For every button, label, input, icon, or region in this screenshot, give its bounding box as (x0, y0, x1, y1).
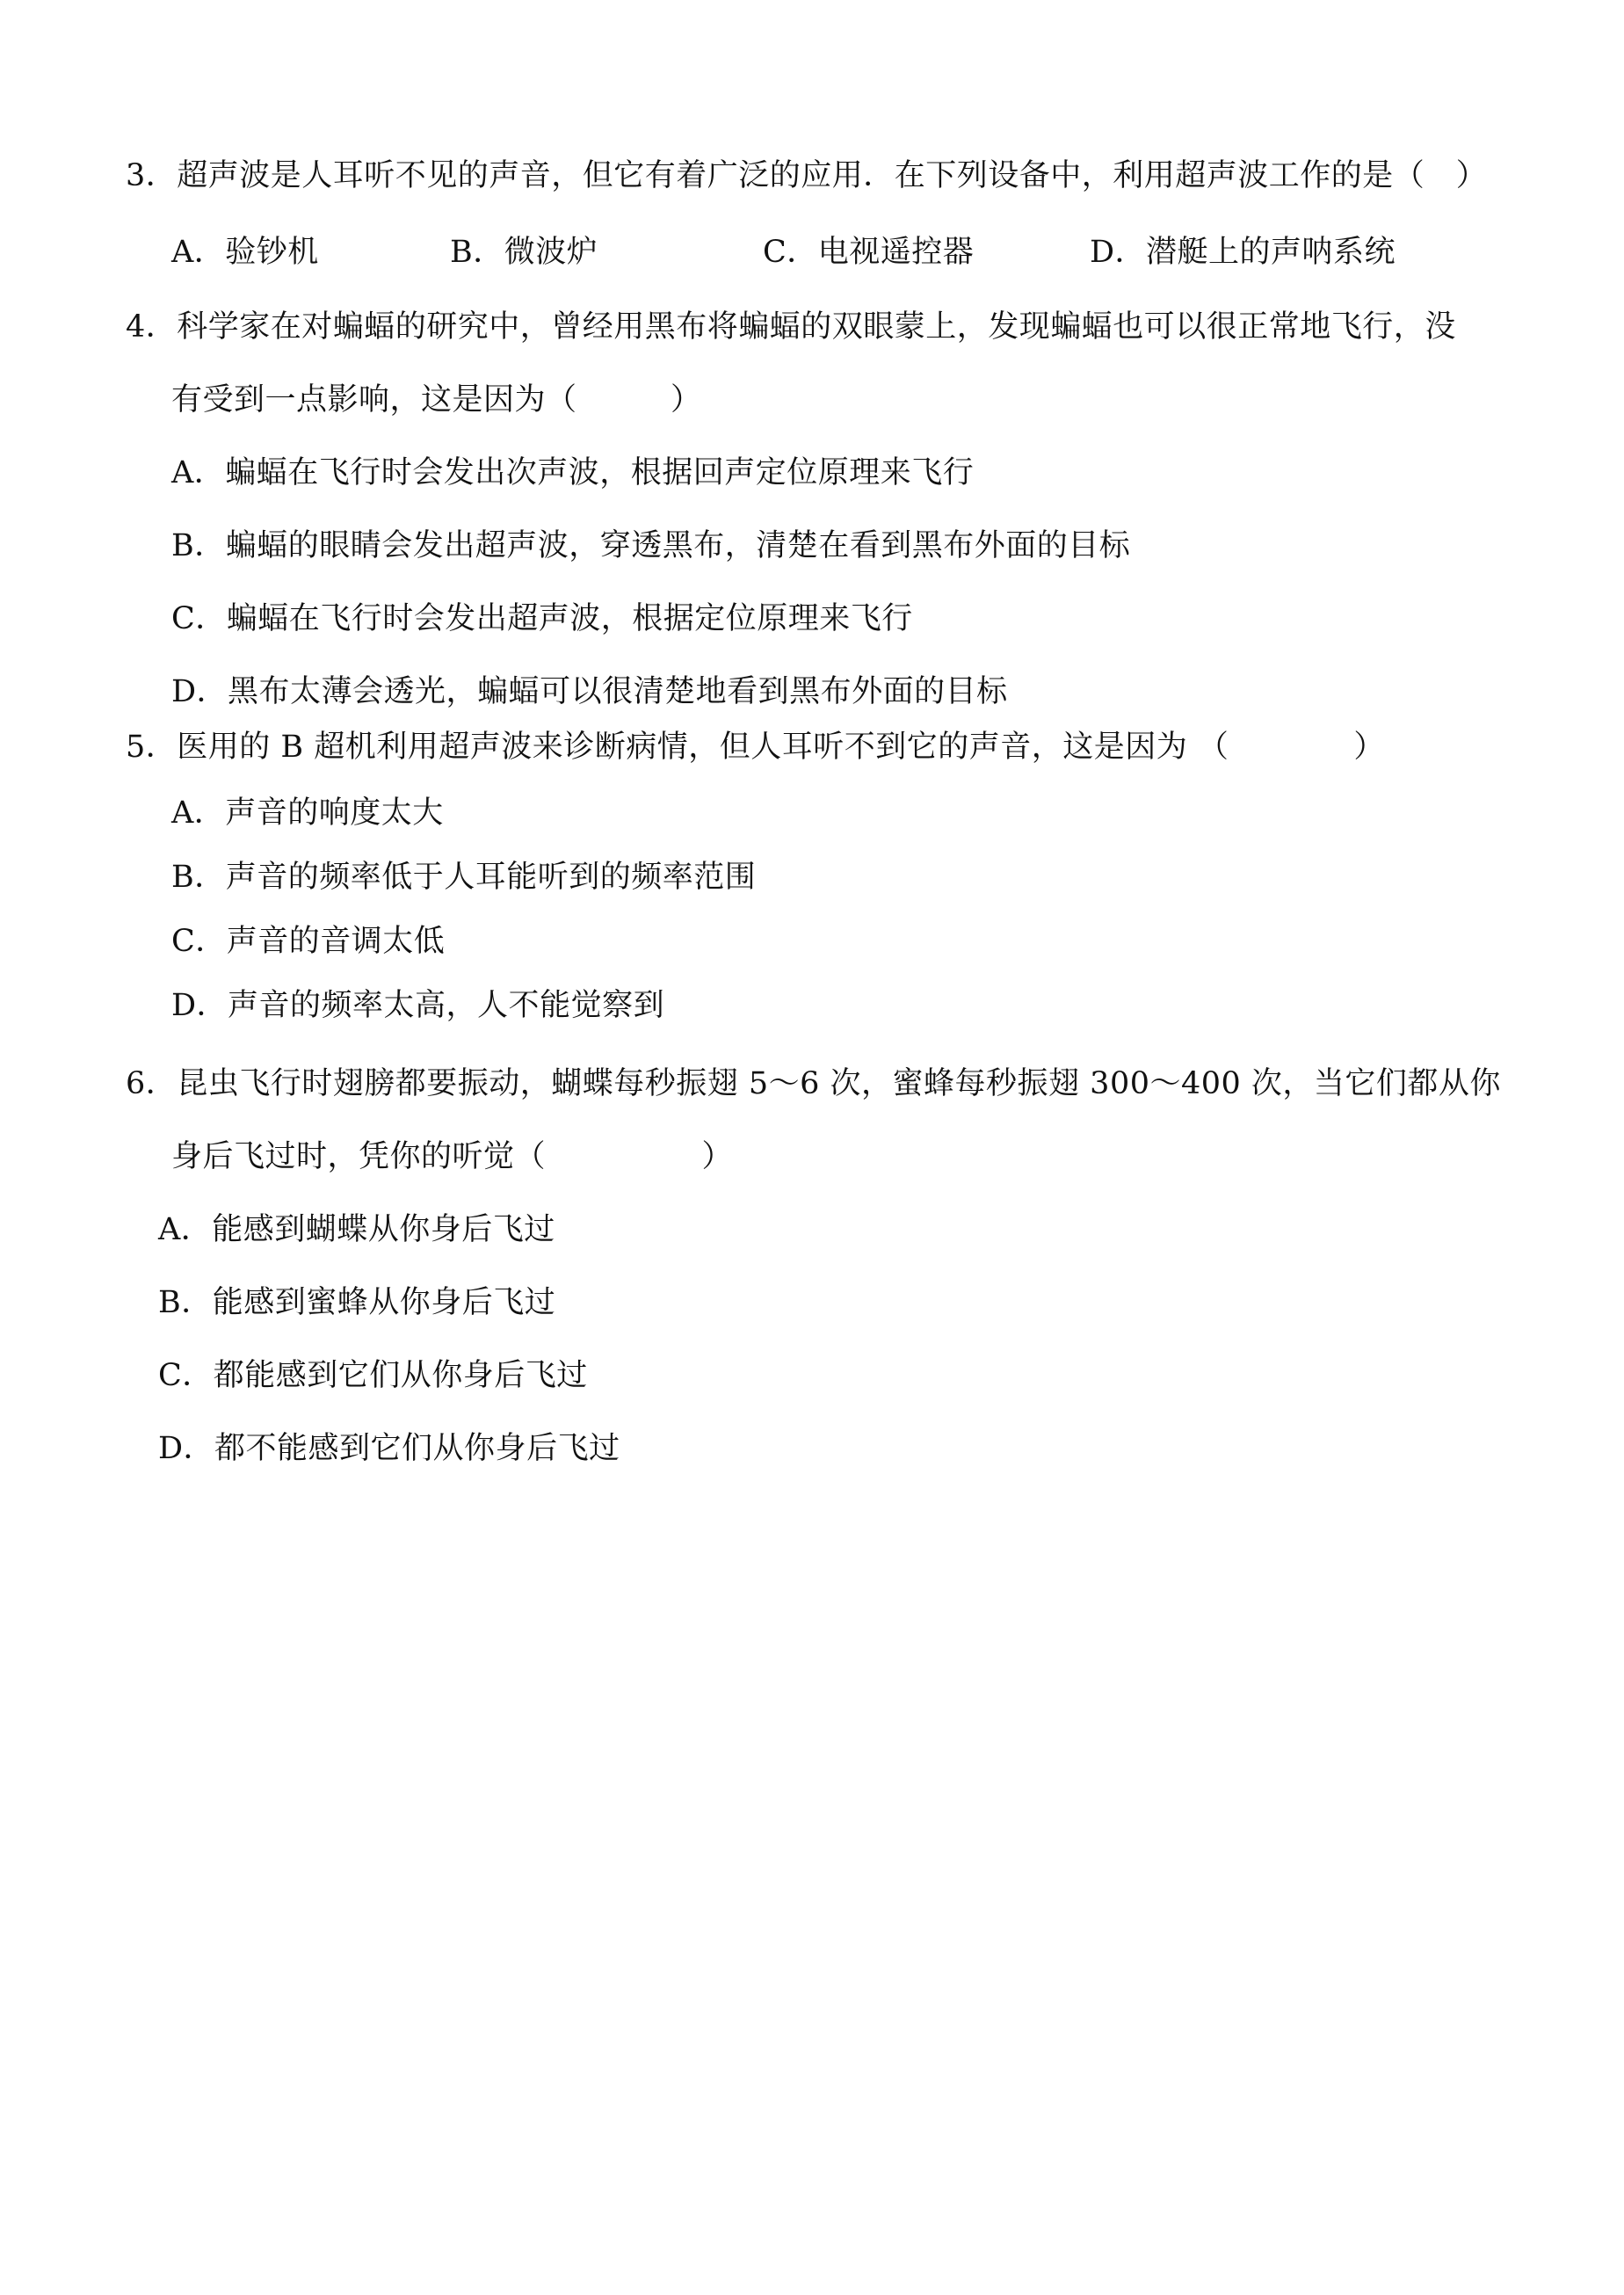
question-3-option-a: A．验钞机 (171, 235, 319, 270)
question-6-option-b: B．能感到蜜蜂从你身后飞过 (158, 1285, 556, 1320)
question-5-option-a: A．声音的响度太大 (171, 795, 444, 831)
question-5-stem: 5．医用的 B 超机利用超声波来诊断病情，但人耳听不到它的声音，这是因为 （ ） (126, 730, 1385, 765)
question-6-stem-line-1: 6．昆虫飞行时翅膀都要振动，蝴蝶每秒振翅 5～6 次，蜜蜂每秒振翅 300～400 次，当它们都从你 (126, 1066, 1501, 1101)
question-3-option-b: B．微波炉 (450, 235, 598, 270)
question-3-option-c: C．电视遥控器 (763, 235, 975, 270)
question-6-option-d: D．都不能感到它们从你身后飞过 (158, 1431, 620, 1466)
question-4-option-a: A．蝙蝠在飞行时会发出次声波，根据回声定位原理来飞行 (171, 455, 975, 490)
question-5-option-c: C．声音的音调太低 (171, 924, 446, 959)
question-4-option-b: B．蝙蝠的眼睛会发出超声波，穿透黑布，清楚在看到黑布外面的目标 (171, 528, 1131, 563)
question-5-option-d: D．声音的频率太高，人不能觉察到 (171, 988, 665, 1023)
question-6-option-c: C．都能感到它们从你身后飞过 (158, 1358, 588, 1393)
question-4-stem-line-1: 4．科学家在对蝙蝠的研究中，曾经用黑布将蝙蝠的双眼蒙上，发现蝙蝠也可以很正常地飞行，没 (126, 309, 1456, 345)
question-3-option-d: D．潜艇上的声呐系统 (1090, 235, 1396, 270)
question-5-option-b: B．声音的频率低于人耳能听到的频率范围 (171, 860, 757, 895)
question-6-option-a: A．能感到蝴蝶从你身后飞过 (158, 1212, 555, 1247)
question-4-option-d: D．黑布太薄会透光，蝙蝠可以很清楚地看到黑布外面的目标 (171, 674, 1008, 709)
question-6-stem-line-2: 身后飞过时，凭你的听觉（ ） (171, 1139, 734, 1174)
question-4-stem-line-2: 有受到一点影响，这是因为（ ） (171, 382, 702, 418)
question-3-stem: 3．超声波是人耳听不见的声音，但它有着广泛的应用．在下列设备中，利用超声波工作的是（ ） (126, 158, 1488, 193)
question-4-option-c: C．蝙蝠在飞行时会发出超声波，根据定位原理来飞行 (171, 601, 913, 636)
